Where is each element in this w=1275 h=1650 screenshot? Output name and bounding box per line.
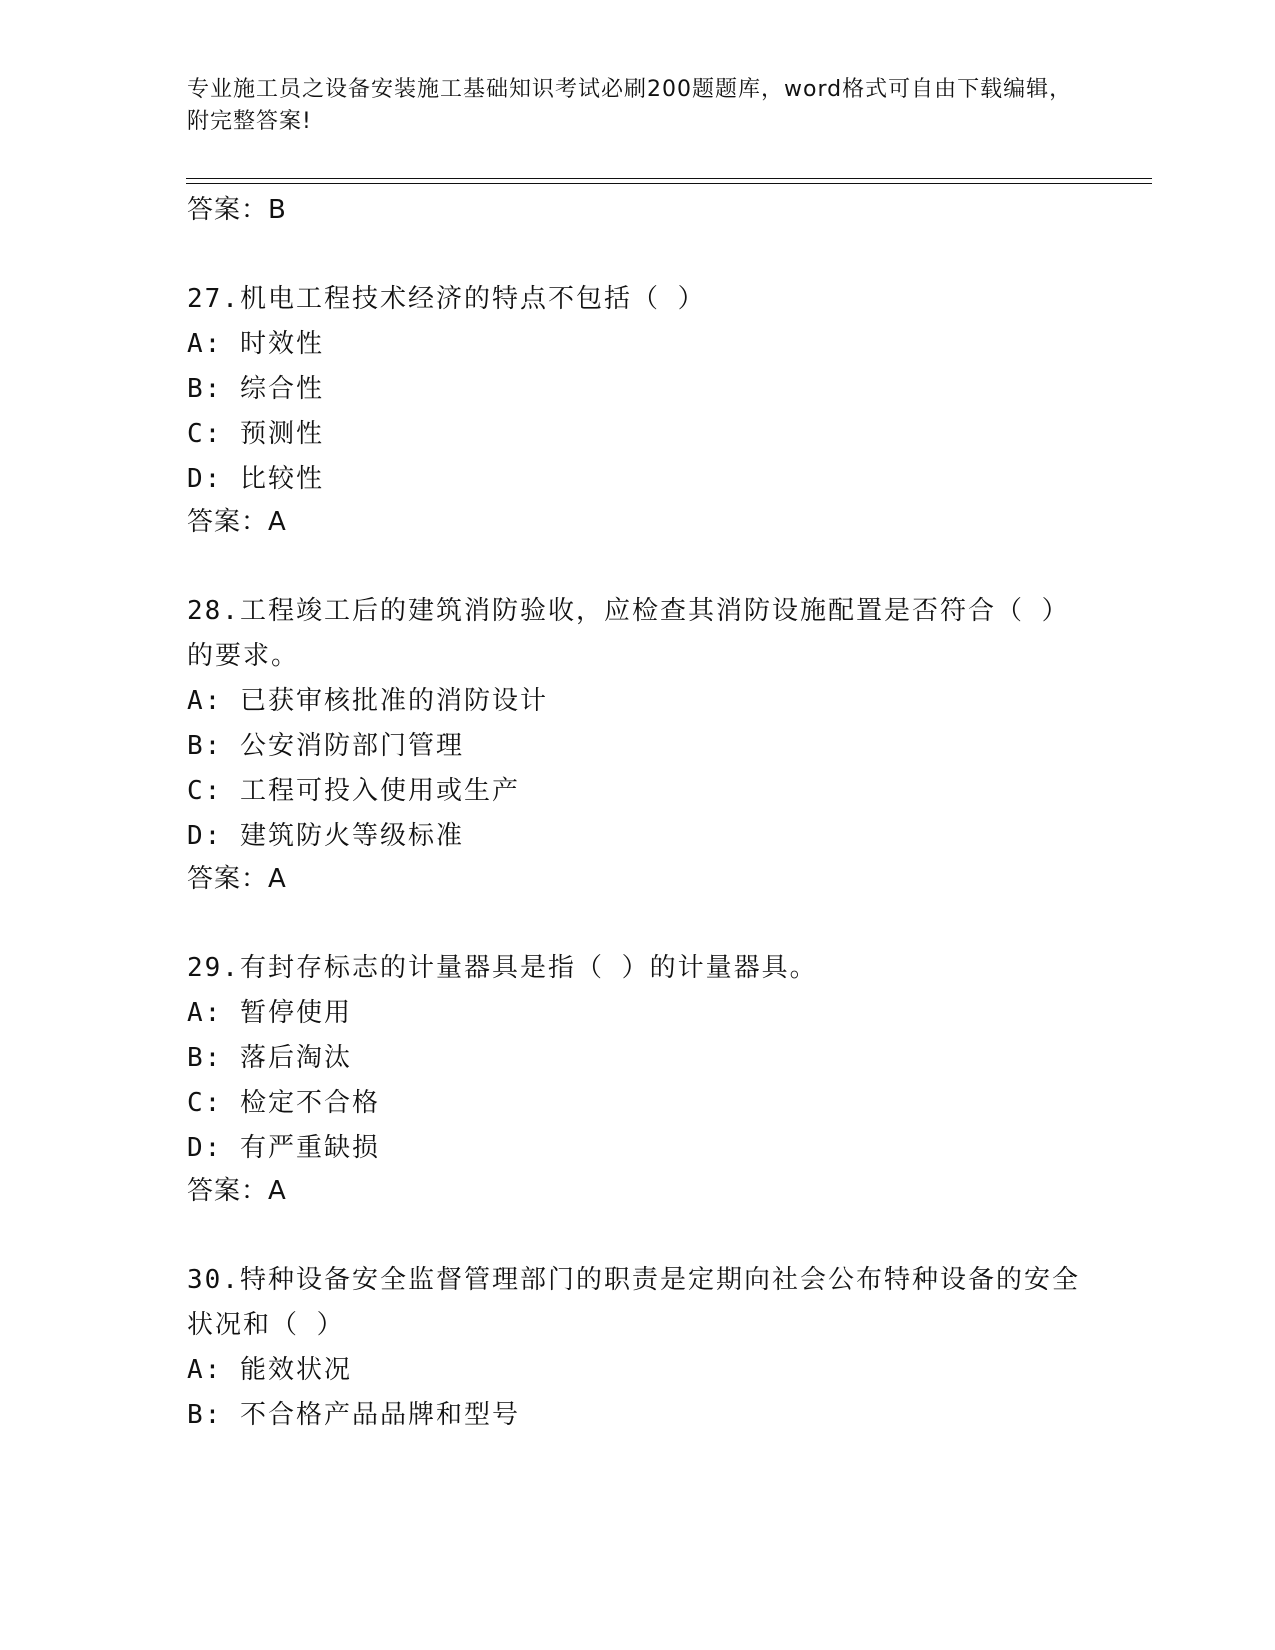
question-text: 27.机电工程技术经济的特点不包括（ ）: [187, 284, 706, 314]
option-c: C: 预测性: [187, 419, 324, 449]
header-divider-top: [186, 178, 1152, 179]
option-b: B: 综合性: [187, 374, 324, 404]
question-text: 30.特种设备安全监督管理部门的职责是定期向社会公布特种设备的安全状况和（ ）: [187, 1265, 1080, 1340]
question-27: [187, 277, 1087, 542]
option-a: A: 时效性: [187, 329, 324, 359]
question-28: [187, 589, 1087, 899]
option-c: C: 工程可投入使用或生产: [187, 776, 520, 806]
option-a: A: 已获审核批准的消防设计: [187, 686, 548, 716]
question-29: [187, 946, 1087, 1211]
question-text: 28.工程竣工后的建筑消防验收，应检查其消防设施配置是否符合（ ）的要求。: [187, 596, 1070, 671]
previous-answer: 答案：B: [187, 195, 287, 225]
option-d: D: 比较性: [187, 464, 324, 494]
option-d: D: 有严重缺损: [187, 1133, 380, 1163]
option-a: A: 能效状况: [187, 1355, 352, 1385]
answer: 答案：A: [187, 507, 287, 537]
answer: 答案：A: [187, 1176, 287, 1206]
question-30: [187, 1258, 1087, 1438]
question-text: 29.有封存标志的计量器具是指（ ）的计量器具。: [187, 953, 818, 983]
option-b: B: 落后淘汰: [187, 1043, 352, 1073]
option-b: B: 公安消防部门管理: [187, 731, 464, 761]
document-header: 专业施工员之设备安装施工基础知识考试必刷200题题库，word格式可自由下载编辑，附完整答案!: [187, 77, 1073, 134]
option-d: D: 建筑防火等级标准: [187, 821, 464, 851]
answer: 答案：A: [187, 864, 287, 894]
question-list: [187, 190, 1087, 1438]
option-b: B: 不合格产品品牌和型号: [187, 1400, 520, 1430]
option-a: A: 暂停使用: [187, 998, 352, 1028]
option-c: C: 检定不合格: [187, 1088, 380, 1118]
header-divider-bottom: [186, 183, 1152, 184]
